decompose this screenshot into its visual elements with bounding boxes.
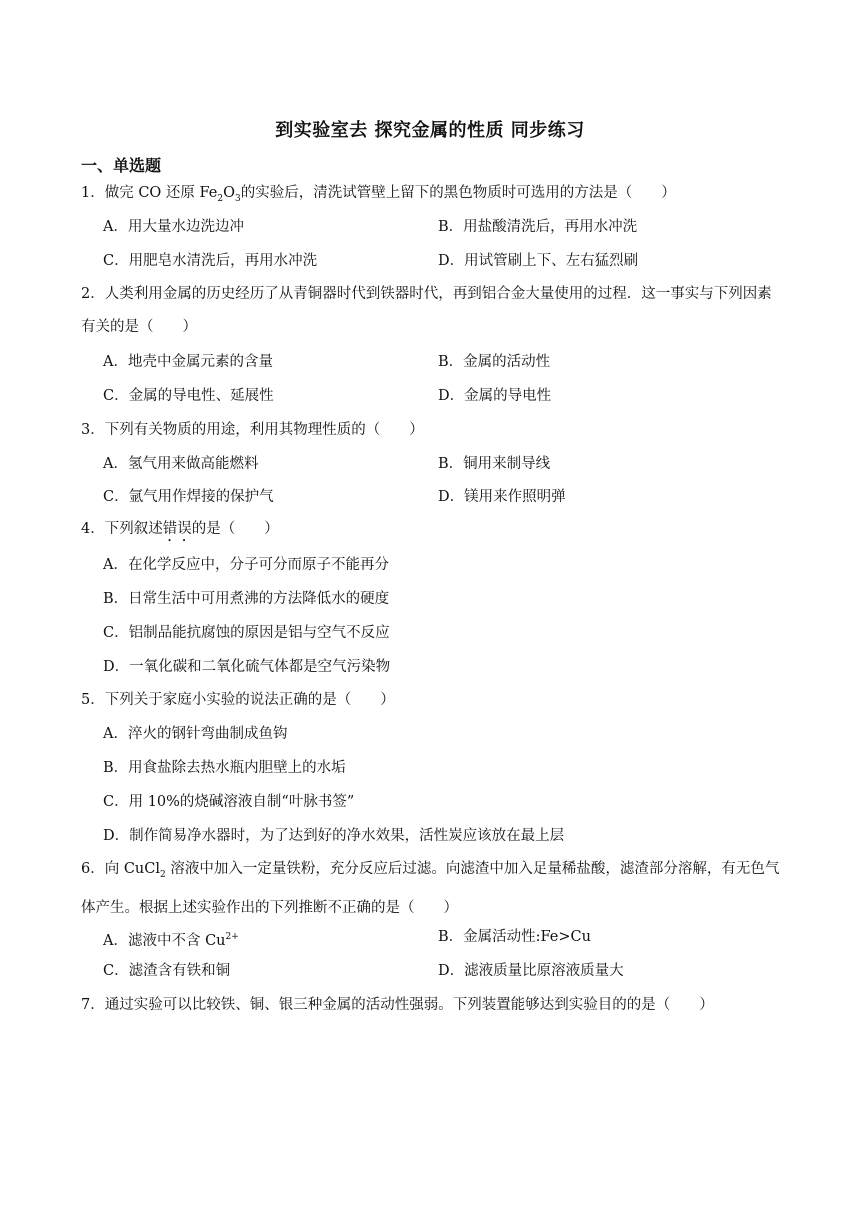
emphasis-text: 错误: [162, 521, 192, 537]
section-heading: 一、单选题: [81, 156, 162, 175]
question-5-stem: 5．下列关于家庭小实验的说法正确的是（ ）: [81, 692, 395, 708]
question-4-option-c[interactable]: C．铝制品能抗腐蚀的原因是铝与空气不反应: [103, 625, 390, 641]
question-6-text-post: 溶液中加入一定量铁粉，充分反应后过滤。向滤渣中加入足量稀盐酸，滤渣部分溶解，有无色气体产生。根据上述实验作出的下列推断不正确的是（ ）: [81, 861, 780, 916]
question-1-option-a[interactable]: A．用大量水边洗边冲: [103, 219, 244, 235]
page-title: 到实验室去 探究金属的性质 同步练习: [275, 120, 585, 141]
question-6-option-c[interactable]: C．滤渣含有铁和铜: [103, 963, 231, 979]
question-4-text-post: 的是（ ）: [191, 521, 279, 537]
question-6-stem: [81, 853, 781, 925]
question-3-option-a[interactable]: A．氢气用来做高能燃料: [103, 456, 259, 472]
question-4-text-pre: 4．下列叙述: [81, 521, 163, 537]
superscript: 2+: [225, 932, 239, 942]
question-1-text-post: 的实验后，清洗试管壁上留下的黑色物质时可选用的方法是（ ）: [240, 185, 676, 201]
question-6-option-a[interactable]: [103, 927, 239, 951]
question-6-option-b[interactable]: B．金属活动性:Fe>Cu: [438, 929, 591, 945]
subscript: 2: [160, 869, 166, 880]
question-3-option-b[interactable]: B．铜用来制导线: [438, 456, 551, 472]
question-7-stem: 7．通过实验可以比较铁、铜、银三种金属的活动性强弱。下列装置能够达到实验目的的是（ ）: [81, 997, 714, 1013]
question-2-option-a[interactable]: A．地壳中金属元素的含量: [103, 354, 273, 370]
question-2-stem: 2．人类利用金属的历史经历了从青铜器时代到铁器时代，再到铝合金大量使用的过程．这一事实与下列因素有关的是（ ）: [81, 286, 772, 335]
subscript: 3: [235, 193, 241, 204]
question-1-option-b[interactable]: B．用盐酸清洗后，再用水冲洗: [438, 219, 638, 235]
question-2-option-b[interactable]: B．金属的活动性: [438, 354, 551, 370]
question-5-option-b[interactable]: B．用食盐除去热水瓶内胆壁上的水垢: [103, 760, 346, 776]
question-2-option-c[interactable]: C．金属的导电性、延展性: [103, 388, 274, 404]
question-5-option-a[interactable]: A．淬火的钢针弯曲制成鱼钩: [103, 726, 288, 742]
question-6-option-a-text: A．滤液中不含 Cu: [103, 932, 226, 949]
question-1-option-d[interactable]: D．用试管刷上下、左右猛烈刷: [438, 253, 639, 269]
question-1-stem: [81, 183, 676, 209]
question-3-option-c[interactable]: C．氩气用作焊接的保护气: [103, 489, 274, 505]
question-5-option-d[interactable]: D．制作简易净水器时，为了达到好的净水效果，活性炭应该放在最上层: [103, 828, 565, 844]
question-1-text-pre: 1．做完 CO 还原 Fe: [81, 185, 218, 201]
question-6-option-d[interactable]: D．滤液质量比原溶液质量大: [438, 963, 624, 979]
question-3-option-d[interactable]: D．镁用来作照明弹: [438, 489, 566, 505]
question-4-option-a[interactable]: A．在化学反应中，分子可分而原子不能再分: [103, 557, 389, 573]
question-5-option-c[interactable]: C．用 10%的烧碱溶液自制“叶脉书签”: [103, 794, 355, 810]
question-4-option-d[interactable]: D．一氧化碳和二氧化硫气体都是空气污染物: [103, 659, 391, 675]
question-3-stem: 3．下列有关物质的用途，利用其物理性质的（ ）: [81, 422, 424, 438]
question-4-option-b[interactable]: B．日常生活中可用煮沸的方法降低水的硬度: [103, 591, 390, 607]
question-4-stem: [81, 519, 279, 545]
question-1-option-c[interactable]: C．用肥皂水清洗后，再用水冲洗: [103, 253, 318, 269]
subscript: 2: [217, 193, 224, 204]
question-1-text-mid: O: [223, 185, 236, 201]
question-6-text-pre: 6．向 CuCl: [81, 861, 160, 877]
question-2-option-d[interactable]: D．金属的导电性: [438, 388, 552, 404]
